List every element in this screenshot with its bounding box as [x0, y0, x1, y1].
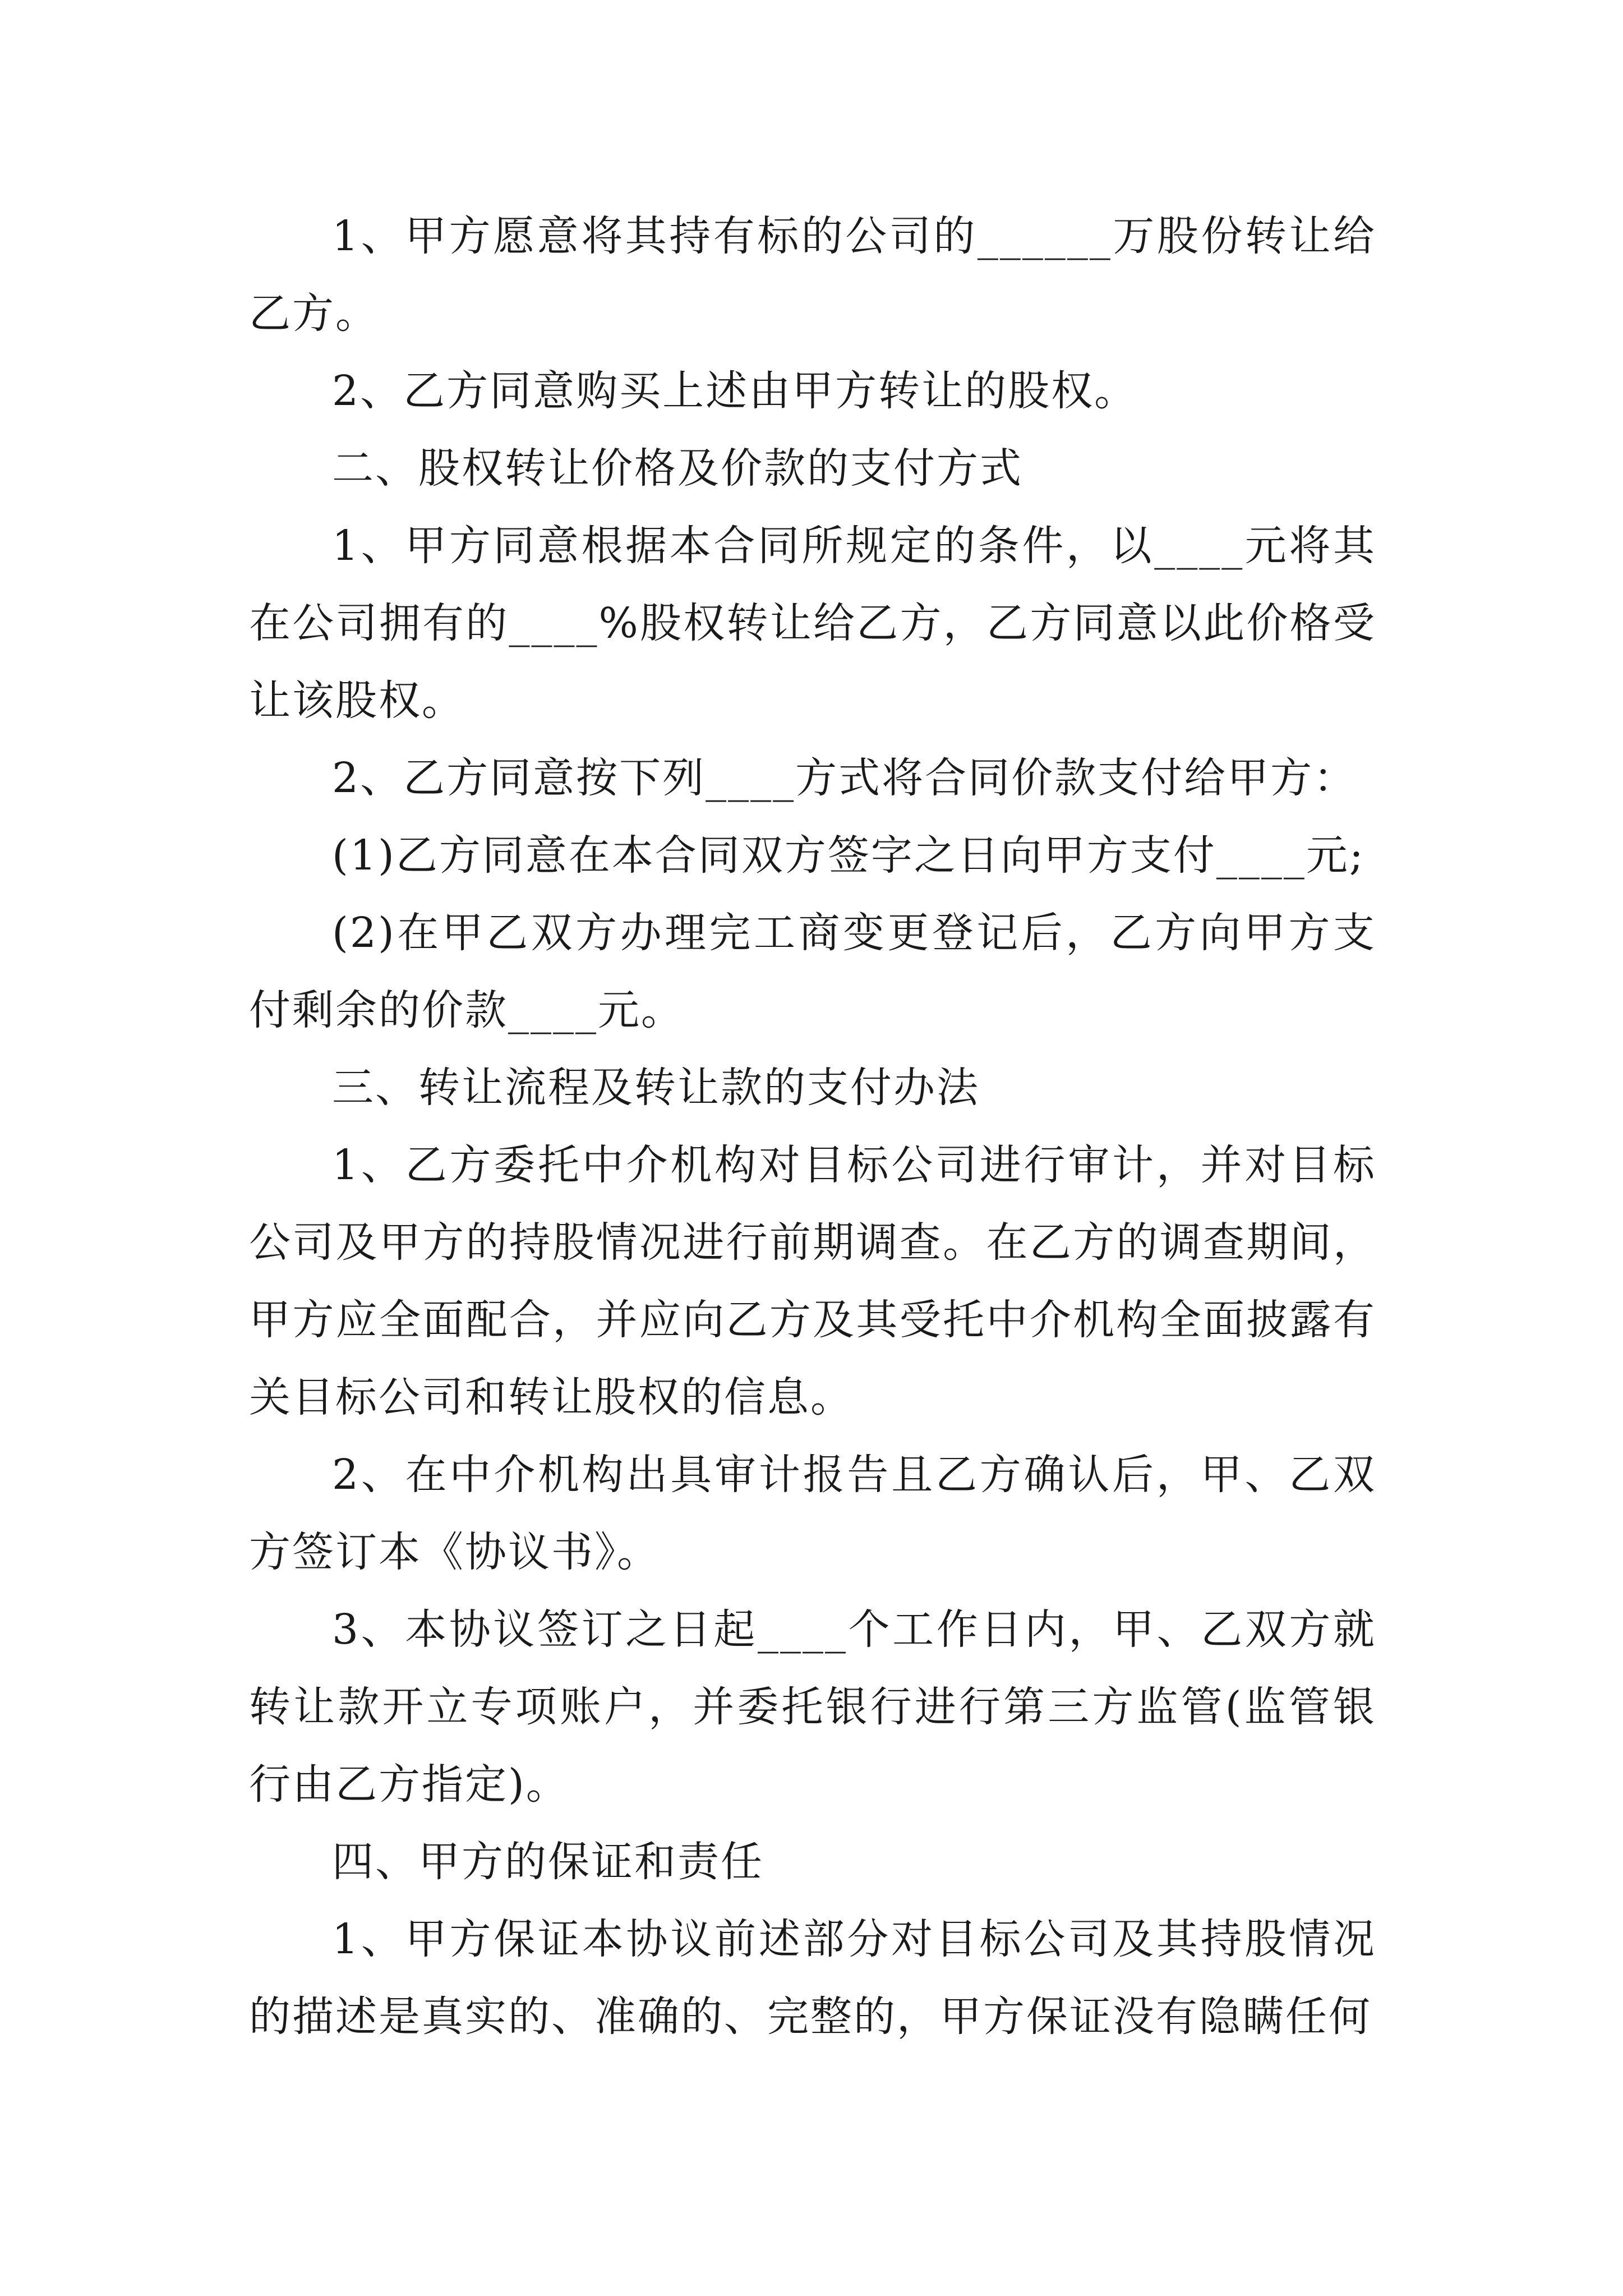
clause-price: 1、甲方同意根据本合同所规定的条件，以____元将其在公司拥有的____%股权转让给乙方，乙方同意以此价格受让该股权。 — [249, 522, 1376, 725]
clause-payment-method: 2、乙方同意按下列____方式将合同价款支付给甲方： — [332, 754, 1357, 802]
contract-body — [249, 197, 1376, 2055]
section-heading-price-payment: 二、股权转让价格及价款的支付方式 — [332, 444, 1023, 493]
section-heading-transfer-process: 三、转让流程及转让款的支付办法 — [332, 1064, 980, 1112]
clause-escrow-account: 3、本协议签订之日起____个工作日内，甲、乙双方就转让款开立专项账户，并委托银行进行第三方监管(监管银行由乙方指定)。 — [249, 1605, 1376, 1809]
clause-1-share-transfer: 1、甲方愿意将其持有标的公司的______万股份转让给乙方。 — [249, 212, 1376, 338]
clause-audit: 1、乙方委托中介机构对目标公司进行审计，并对目标公司及甲方的持股情况进行前期调查。在乙方的调查期间，甲方应全面配合，并应向乙方及其受托中介机构全面披露有关目标公司和转让股权的信息。 — [249, 1141, 1376, 1421]
payment-item-2: (2)在甲乙双方办理完工商变更登记后，乙方向甲方支付剩余的价款____元。 — [249, 909, 1376, 1034]
clause-2-purchase-consent: 2、乙方同意购买上述由甲方转让的股权。 — [332, 367, 1138, 415]
clause-warranty: 1、甲方保证本协议前述部分对目标公司及其持股情况的描述是真实的、准确的、完整的，甲方保证没有隐瞒任何 — [249, 1915, 1376, 2041]
payment-item-1: (1)乙方同意在本合同双方签字之日向甲方支付____元; — [332, 831, 1365, 880]
section-heading-party-a-warranty: 四、甲方的保证和责任 — [332, 1838, 764, 1886]
clause-sign-agreement: 2、在中介机构出具审计报告且乙方确认后，甲、乙双方签订本《协议书》。 — [249, 1451, 1376, 1576]
